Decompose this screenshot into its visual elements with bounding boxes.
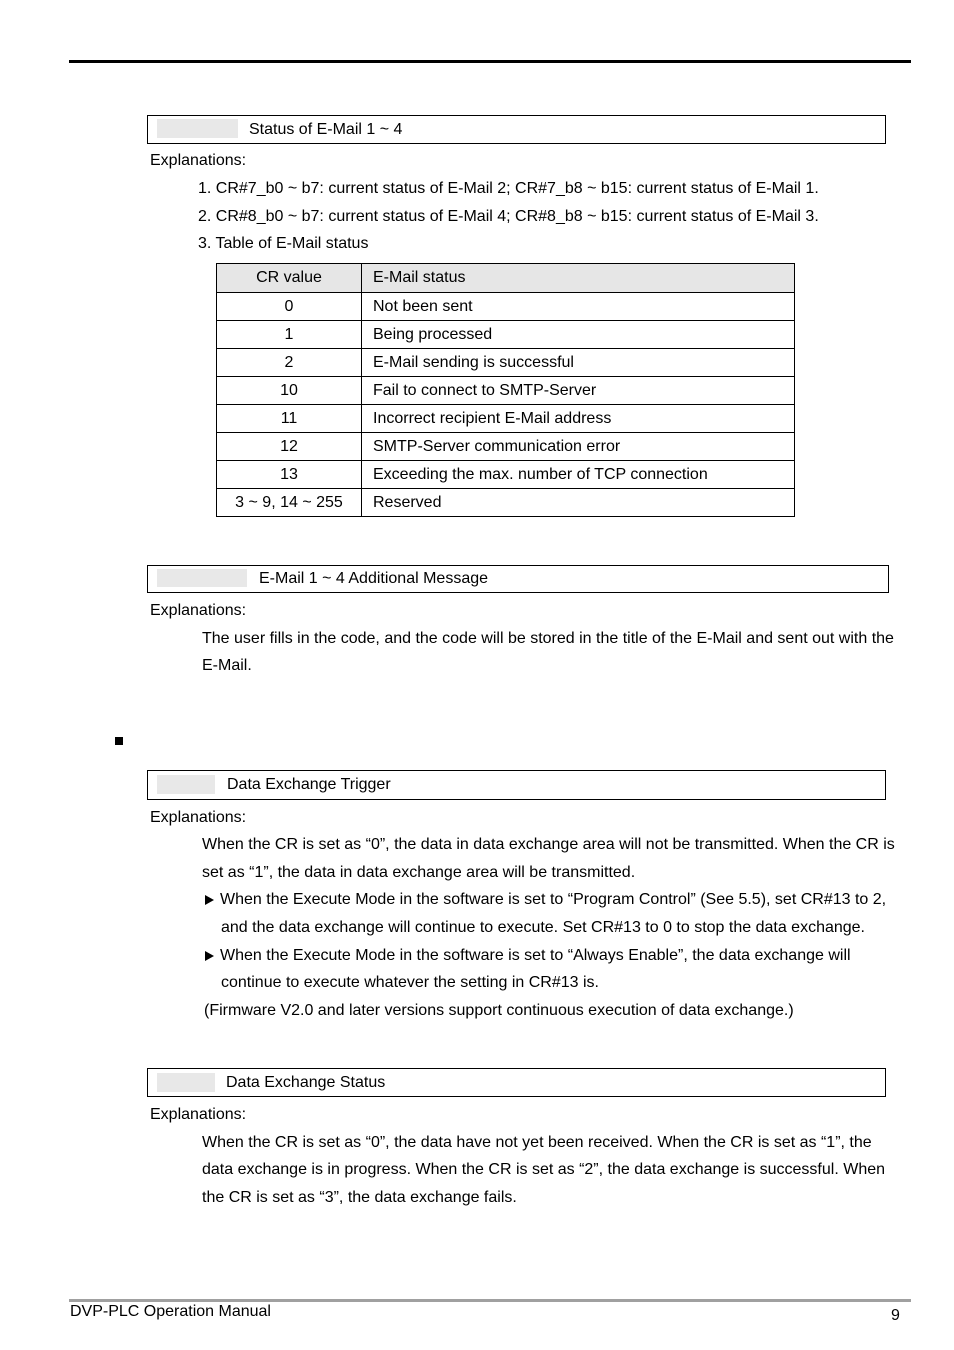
table-row: [217, 405, 795, 433]
triangle-bullet-icon: [205, 895, 214, 905]
table-cell: Being processed: [362, 321, 795, 349]
table-cell: 3 ~ 9, 14 ~ 255: [217, 489, 362, 517]
section-heading-box: [147, 1068, 886, 1097]
table-cell: 11: [217, 405, 362, 433]
bullet-line: continue to execute whatever the setting in CR#13 is.: [221, 974, 599, 991]
table-cell: 13: [217, 461, 362, 489]
footer-manual-title: DVP-PLC Operation Manual: [70, 1303, 271, 1320]
triangle-bullet-icon: [205, 951, 214, 961]
paragraph-line: When the CR is set as “0”, the data have not yet been received. When the CR is set as “1”, the: [202, 1134, 872, 1151]
table-cell: Fail to connect to SMTP-Server: [362, 377, 795, 405]
list-item: 1. CR#7_b0 ~ b7: current status of E-Mail 2; CR#7_b8 ~ b15: current status of E-Mail 1.: [198, 180, 819, 197]
cr-label-block: [157, 1073, 215, 1092]
paragraph-line: The user fills in the code, and the code will be stored in the title of the E-Mail and sent out with the: [202, 630, 894, 647]
explanations-label: Explanations:: [150, 152, 247, 169]
list-item: 3. Table of E-Mail status: [198, 235, 369, 252]
cr-label-block: [157, 119, 238, 138]
table-row: [217, 377, 795, 405]
table-row: [217, 461, 795, 489]
paragraph-line: set as “1”, the data in data exchange area will be transmitted.: [202, 864, 636, 881]
note-text: (Firmware V2.0 and later versions support continuous execution of data exchange.): [204, 1002, 794, 1019]
table-header-cell: CR value: [217, 264, 362, 293]
table-cell: Not been sent: [362, 293, 795, 321]
section-heading-box: [147, 115, 886, 144]
table-row: [217, 489, 795, 517]
explanations-label: Explanations:: [150, 602, 247, 619]
paragraph-line: data exchange is in progress. When the CR is set as “2”, the data exchange is successful. When: [202, 1161, 886, 1178]
section-heading-box: [147, 565, 889, 593]
bullet-line: and the data exchange will continue to execute. Set CR#13 to 0 to stop the data exchange.: [221, 919, 865, 936]
section-heading-box: [147, 770, 886, 800]
table-cell: 12: [217, 433, 362, 461]
table-cell: SMTP-Server communication error: [362, 433, 795, 461]
bullet-line: When the Execute Mode in the software is set to “Program Control” (See 5.5), set CR#13 to 2,: [220, 891, 887, 908]
table-header-row: [217, 264, 795, 293]
table-row: [217, 433, 795, 461]
top-rule: [69, 60, 911, 63]
section-heading: Status of E-Mail 1 ~ 4: [249, 121, 403, 138]
list-item: 2. CR#8_b0 ~ b7: current status of E-Mail 4; CR#8_b8 ~ b15: current status of E-Mail 3.: [198, 208, 819, 225]
page-number: 9: [891, 1307, 900, 1324]
paragraph-line: the CR is set as “3”, the data exchange fails.: [202, 1189, 517, 1206]
table-cell: Incorrect recipient E-Mail address: [362, 405, 795, 433]
cr-label-block: [157, 569, 247, 587]
table-row: [217, 321, 795, 349]
bullet-line: When the Execute Mode in the software is set to “Always Enable”, the data exchange will: [220, 947, 851, 964]
table-cell: Reserved: [362, 489, 795, 517]
table-row: [217, 349, 795, 377]
section-heading: Data Exchange Trigger: [227, 776, 391, 793]
table-header-cell: E-Mail status: [362, 264, 795, 293]
table-cell: E-Mail sending is successful: [362, 349, 795, 377]
explanations-label: Explanations:: [150, 809, 247, 826]
table-cell: 10: [217, 377, 362, 405]
table-cell: 0: [217, 293, 362, 321]
table-cell: 1: [217, 321, 362, 349]
table-cell: Exceeding the max. number of TCP connection: [362, 461, 795, 489]
paragraph-line: E-Mail.: [202, 657, 252, 674]
email-status-table: [216, 263, 795, 517]
square-bullet-icon: [115, 737, 123, 745]
cr-label-block: [157, 775, 215, 794]
section-heading: Data Exchange Status: [226, 1074, 386, 1091]
table-row: [217, 293, 795, 321]
explanations-label: Explanations:: [150, 1106, 247, 1123]
table-cell: 2: [217, 349, 362, 377]
paragraph-line: When the CR is set as “0”, the data in data exchange area will not be transmitted. When the CR is: [202, 836, 895, 853]
section-heading: E-Mail 1 ~ 4 Additional Message: [259, 570, 489, 587]
